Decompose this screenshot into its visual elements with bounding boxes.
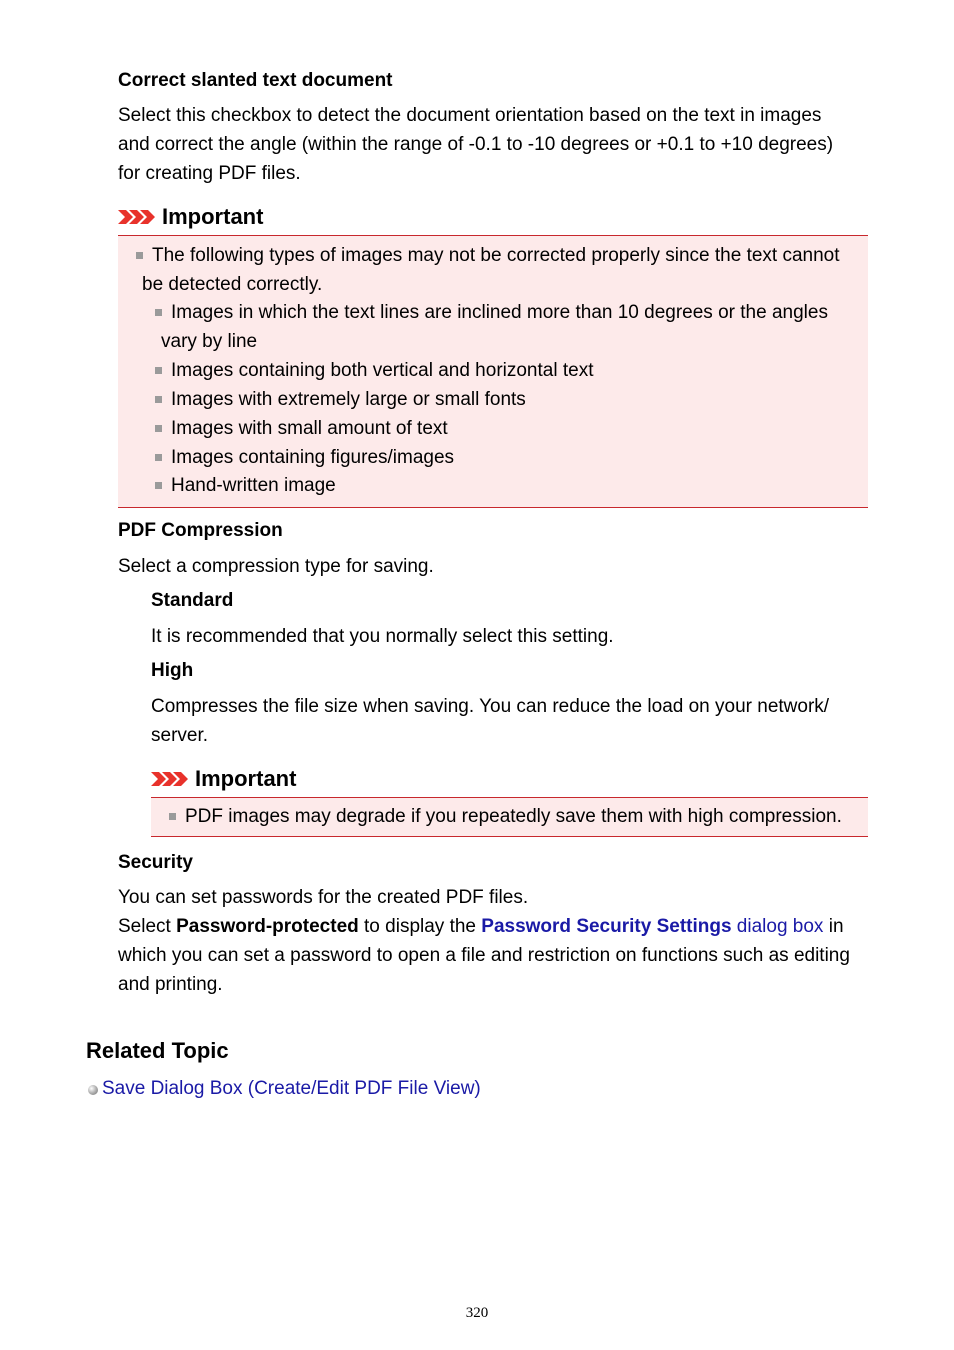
text-line: and correct the angle (within the range of -0.1 to -10 degrees or +0.1 to +10 degrees) bbox=[118, 134, 834, 155]
dialog-box-link[interactable]: dialog box bbox=[731, 916, 824, 937]
correct-slanted-description bbox=[118, 101, 833, 188]
page-number: 320 bbox=[465, 1305, 489, 1321]
text-line: You can set passwords for the created PDF files. bbox=[118, 887, 529, 908]
text-line: server. bbox=[151, 725, 209, 746]
sub-list-item: Images containing both vertical and horizontal text bbox=[155, 356, 593, 385]
text-line: Select Password-protected to display the Password Security Settings dialog box in bbox=[118, 916, 844, 937]
password-security-settings-link[interactable]: Password Security Settings bbox=[481, 916, 732, 937]
important-box bbox=[151, 797, 868, 837]
important-chevron-icon bbox=[151, 770, 189, 788]
important-box bbox=[118, 235, 868, 508]
sub-list-item-continuation: vary by line bbox=[161, 331, 258, 352]
important-heading bbox=[118, 204, 263, 230]
sub-list-item: Images with extremely large or small fonts bbox=[155, 385, 526, 414]
related-topic-heading: Related Topic bbox=[86, 1038, 229, 1063]
standard-description: It is recommended that you normally select this setting. bbox=[151, 626, 614, 647]
text-line: for creating PDF files. bbox=[118, 163, 301, 184]
important-title: Important bbox=[162, 204, 264, 229]
bullet-icon bbox=[155, 454, 162, 461]
bullet-icon bbox=[155, 396, 162, 403]
text-line: Select this checkbox to detect the document orientation based on the text in images bbox=[118, 105, 822, 126]
high-description bbox=[151, 692, 829, 750]
password-protected-label: Password-protected bbox=[176, 916, 359, 937]
standard-heading: Standard bbox=[151, 590, 234, 611]
bullet-icon bbox=[169, 813, 176, 820]
bullet-icon bbox=[136, 252, 143, 259]
important-heading bbox=[151, 766, 296, 792]
related-topic-item[interactable] bbox=[88, 1074, 481, 1103]
bullet-icon bbox=[155, 425, 162, 432]
security-heading: Security bbox=[118, 852, 193, 873]
correct-slanted-heading: Correct slanted text document bbox=[118, 70, 393, 91]
sub-list-item: Images in which the text lines are inclined more than 10 degrees or the angles bbox=[155, 298, 828, 327]
important-title: Important bbox=[195, 766, 297, 791]
security-description bbox=[118, 883, 850, 999]
pdf-compression-description: Select a compression type for saving. bbox=[118, 556, 434, 577]
bullet-icon bbox=[155, 309, 162, 316]
bullet-icon bbox=[155, 482, 162, 489]
text-line: and printing. bbox=[118, 974, 223, 995]
save-dialog-box-link[interactable]: Save Dialog Box (Create/Edit PDF File View) bbox=[102, 1078, 481, 1099]
bullet-dot-icon bbox=[88, 1085, 98, 1095]
sub-list-item: Hand-written image bbox=[155, 471, 336, 500]
high-heading: High bbox=[151, 660, 194, 681]
sub-list-item: Images with small amount of text bbox=[155, 414, 448, 443]
list-item: The following types of images may not be corrected properly since the text cannot bbox=[136, 241, 840, 270]
text-line: which you can set a password to open a file and restriction on functions such as editing bbox=[118, 945, 850, 966]
list-item-continuation: be detected correctly. bbox=[142, 274, 323, 295]
list-item: PDF images may degrade if you repeatedly save them with high compression. bbox=[169, 802, 842, 831]
sub-list-item: Images containing figures/images bbox=[155, 443, 454, 472]
bullet-icon bbox=[155, 367, 162, 374]
text-line: Compresses the file size when saving. You can reduce the load on your network/ bbox=[151, 696, 830, 717]
important-chevron-icon bbox=[118, 208, 156, 226]
pdf-compression-heading: PDF Compression bbox=[118, 520, 283, 541]
